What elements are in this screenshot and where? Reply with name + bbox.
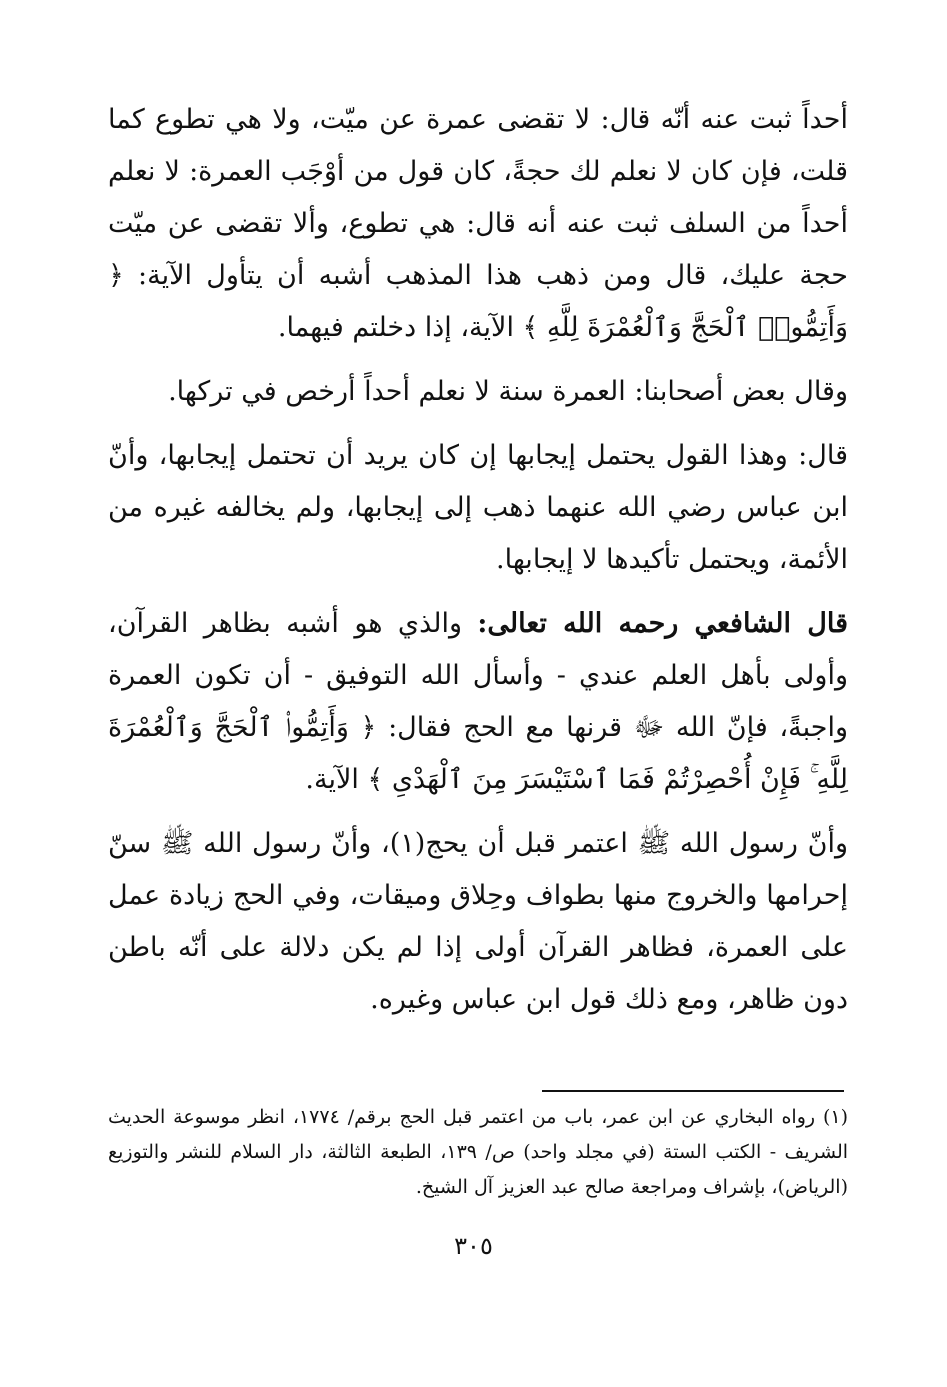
footnote-1: (١) رواه البخاري عن ابن عمر، باب من اعتمر قبل الحج برقم/ ١٧٧٤، انظر موسوعة الحديث الشريف - الكتب الستة (في مجلد واحد) ص/ ١٣٩، الطبعة الثالثة، دار السلام للنشر والتوزيع (الرياض)، بإشراف ومراجعة صالح عبد العزيز آل الشيخ. — [108, 1106, 849, 1198]
paragraph-3 — [108, 430, 848, 586]
paragraph-4-lead: قال الشافعي رحمه الله تعالى: — [477, 608, 848, 639]
main-text — [108, 94, 848, 1038]
paragraph-4-text: والذي هو أشبه بظاهر القرآن، وأولى بأهل العلم عندي - وأسأل الله التوفيق - أن تكون العمرة واجبةً، فإنّ الله ﷻ قرنها مع الحج فقال: ﴿ وَأَتِمُّوا۟ ٱلْحَجَّ وَٱلْعُمْرَةَ لِلَّهِ ۚ فَإِنْ أُحْصِرْتُمْ فَمَا ٱسْتَيْسَرَ مِنَ ٱلْهَدْىِ ﴾ الآية. — [108, 608, 848, 795]
footnotes — [108, 1100, 848, 1205]
footnote-divider — [542, 1090, 844, 1092]
paragraph-1-text: أحداً ثبت عنه أنّه قال: لا تقضى عمرة عن ميّت، ولا هي تطوع كما قلت، فإن كان لا نعلم لك حجةً، كان قول من أوْجَب العمرة: لا نعلم أحداً من السلف ثبت عنه أنه قال: هي تطوع، وألا تقضى عن ميّت حجة عليك، قال ومن ذهب هذا المذهب أشبه أن يتأول الآية: ﴿ وَأَتِمُّوا۟ ٱلْحَجَّ وَٱلْعُمْرَةَ لِلَّهِ ﴾ الآية، إذا دخلتم فيهما. — [108, 104, 848, 343]
paragraph-5-text: وأنّ رسول الله ﷺ اعتمر قبل أن يحج(١)، وأنّ رسول الله ﷺ سنّ إحرامها والخروج منها بطواف وحِلاق وميقات، وفي الحج زيادة عمل على العمرة، فظاهر القرآن أولى إذا لم يكن دلالة على أنّه باطن دون ظاهر، ومع ذلك قول ابن عباس وغيره. — [108, 828, 848, 1015]
paragraph-3-text: قال: وهذا القول يحتمل إيجابها إن كان يريد أن تحتمل إيجابها، وأنّ ابن عباس رضي الله عنهما ذهب إلى إيجابها، ولم يخالفه غيره من الأئمة، ويحتمل تأكيدها لا إيجابها. — [108, 440, 848, 575]
paragraph-2-text: وقال بعض أصحابنا: العمرة سنة لا نعلم أحداً أرخص في تركها. — [168, 376, 848, 407]
paragraph-1 — [108, 94, 848, 354]
page-number: ٣٠٥ — [454, 1232, 493, 1260]
paragraph-2 — [108, 366, 848, 418]
paragraph-5 — [108, 818, 848, 1026]
paragraph-4 — [108, 598, 848, 806]
